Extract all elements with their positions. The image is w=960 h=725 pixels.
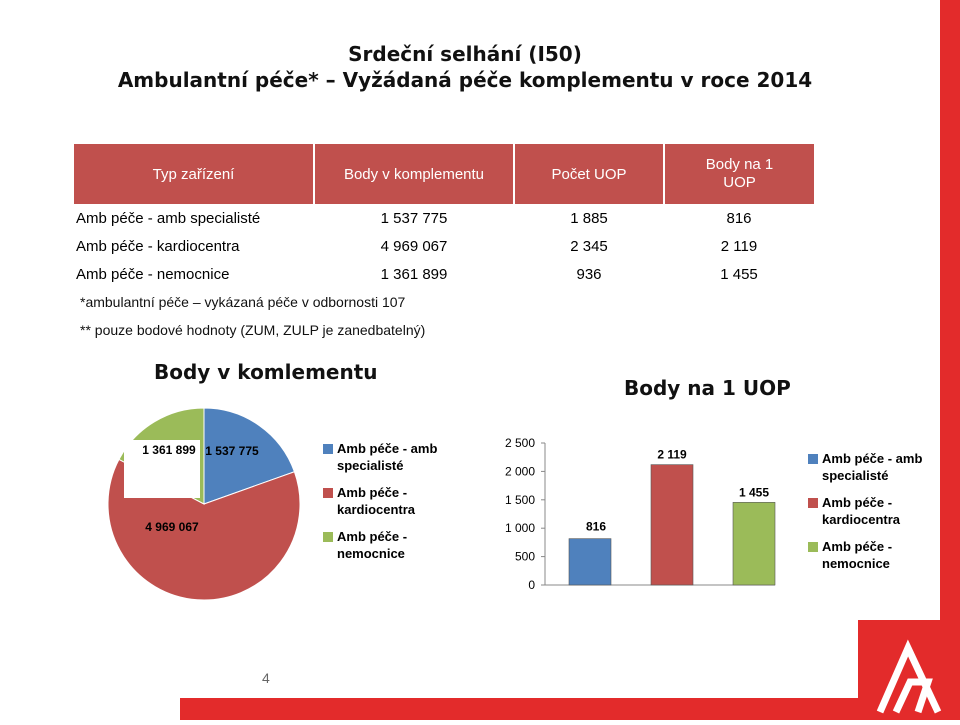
table-cell: 936 (576, 265, 602, 283)
pie-data-label: 4 969 067 (145, 520, 199, 534)
table-header-row (74, 144, 814, 204)
table-header-cell: Typ zařízení (74, 144, 314, 204)
table-header-cell: Body v komplementu (314, 144, 514, 204)
table-header-text: Body na 1 UOP (705, 156, 774, 191)
table-header-cell: Počet UOP (514, 144, 664, 204)
bottom-edge-gap (0, 698, 180, 720)
table-cell: 2 119 (720, 237, 758, 255)
legend-label: Amb péče - nemocnice (337, 529, 408, 561)
page-title-line2: Ambulantní péče* – Vyžádaná péče komplementu v roce 2014 (117, 68, 813, 92)
table-cell: 4 969 067 (380, 237, 448, 255)
bar (733, 502, 775, 585)
table-cell: 1 455 (720, 265, 758, 283)
legend-label: Amb péče - amb specialisté (337, 441, 438, 473)
table-row (74, 204, 814, 232)
table-cell: 2 345 (570, 237, 608, 255)
table-cell: Amb péče - nemocnice (76, 265, 230, 283)
legend-item (808, 450, 923, 484)
bar-chart (495, 425, 795, 625)
table-cell: 1 537 775 (380, 209, 448, 227)
y-tick-label: 1 000 (504, 521, 535, 536)
legend-swatch-red (323, 488, 333, 498)
page-number: 4 (262, 670, 270, 686)
y-tick-label: 0 (528, 578, 535, 592)
legend-swatch-blue (323, 444, 333, 454)
y-tick-label: 500 (514, 549, 535, 564)
bar-data-label: 816 (585, 519, 607, 534)
logo-icon (858, 620, 960, 720)
page-title-line1: Srdeční selhání (I50) (348, 42, 582, 66)
pie-legend (323, 440, 443, 572)
bar-chart-title: Body na 1 UOP (624, 376, 791, 400)
legend-item (323, 484, 443, 518)
legend-swatch-green (808, 542, 818, 552)
table-row (74, 232, 814, 260)
legend-item (323, 528, 443, 562)
bar (651, 465, 693, 585)
legend-label: Amb péče - kardiocentra (822, 495, 901, 527)
legend-item (323, 440, 443, 474)
table-row (74, 260, 814, 288)
legend-item (808, 494, 923, 528)
accent-edge-right (940, 0, 960, 720)
pie-data-label: 1 537 775 (205, 444, 259, 458)
legend-label: Amb péče - nemocnice (822, 539, 893, 571)
pie-data-label: 1 361 899 (142, 443, 196, 457)
table-cell: Amb péče - kardiocentra (76, 237, 240, 255)
footnote-bodove: ** pouze bodové hodnoty (ZUM, ZULP je zanedbatelný) (80, 322, 426, 338)
bar-legend (808, 450, 923, 582)
pie-chart-title: Body v komlementu (154, 360, 378, 384)
y-tick-label: 1 500 (504, 492, 535, 507)
bar-data-label: 2 119 (657, 447, 687, 462)
table-header-cell (664, 144, 814, 204)
table-cell: 1 361 899 (380, 265, 448, 283)
legend-swatch-blue (808, 454, 818, 464)
legend-swatch-green (323, 532, 333, 542)
bar (569, 539, 611, 585)
data-table (74, 144, 814, 288)
legend-item (808, 538, 923, 572)
legend-label: Amb péče - kardiocentra (337, 485, 416, 517)
table-cell: Amb péče - amb specialisté (76, 209, 261, 227)
footnote-ambulantni: *ambulantní péče – vykázaná péče v odbornosti 107 (80, 294, 406, 310)
table-cell: 816 (726, 209, 752, 227)
y-tick-label: 2 000 (504, 464, 535, 479)
legend-label: Amb péče - amb specialisté (822, 451, 923, 483)
legend-swatch-red (808, 498, 818, 508)
y-tick-label: 2 500 (504, 436, 535, 450)
bar-data-label: 1 455 (738, 485, 770, 500)
table-cell: 1 885 (570, 209, 608, 227)
corner-accent (858, 620, 960, 720)
